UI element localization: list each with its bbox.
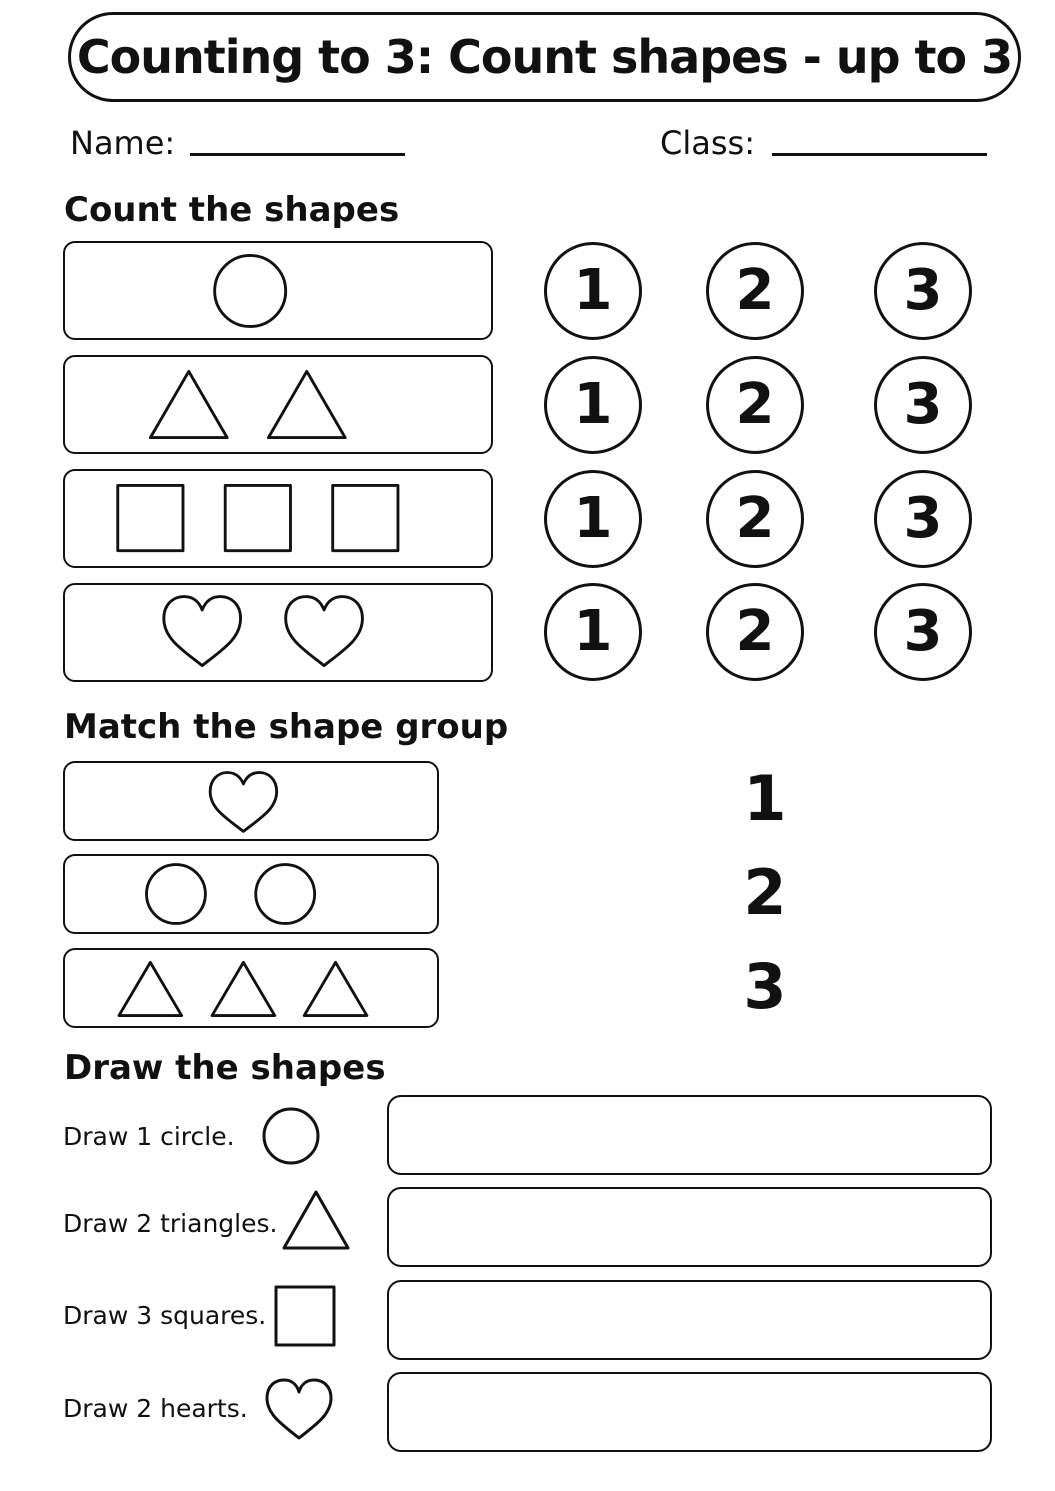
answer-choice-row3-2[interactable]: 2 xyxy=(706,470,804,568)
circle-icon xyxy=(260,1105,322,1167)
count-row-shapes xyxy=(65,585,491,680)
count-row-hearts xyxy=(63,583,493,682)
draw-instruction-2: Draw 2 triangles. xyxy=(63,1209,278,1238)
section-heading-match: Match the shape group xyxy=(64,707,509,747)
section-heading-count: Count the shapes xyxy=(64,190,400,230)
draw-area-triangles[interactable] xyxy=(387,1187,992,1267)
answer-choice-row2-2[interactable]: 2 xyxy=(706,356,804,454)
match-number-3[interactable]: 3 xyxy=(743,950,787,1023)
circle-icon xyxy=(215,255,286,326)
heart-icon xyxy=(164,597,241,666)
draw-instruction-4: Draw 2 hearts. xyxy=(63,1394,248,1423)
match-group-shapes xyxy=(65,763,437,839)
match-group-heart[interactable] xyxy=(63,761,439,841)
draw-instruction-3: Draw 3 squares. xyxy=(63,1301,267,1330)
name-label: Name: xyxy=(70,124,176,162)
section-heading-draw: Draw the shapes xyxy=(64,1048,386,1088)
answer-choice-row2-1[interactable]: 1 xyxy=(544,356,642,454)
circle-icon xyxy=(147,865,206,924)
class-line[interactable] xyxy=(772,153,987,156)
title-banner xyxy=(68,12,1021,102)
match-group-shapes xyxy=(65,856,437,932)
answer-choice-row1-3[interactable]: 3 xyxy=(874,242,972,340)
triangle-icon xyxy=(119,962,182,1015)
page-title: Counting to 3: Count shapes - up to 3 xyxy=(76,30,1013,84)
square-icon xyxy=(225,485,290,550)
square-icon xyxy=(273,1284,337,1348)
answer-choice-row4-1[interactable]: 1 xyxy=(544,583,642,681)
heart-icon xyxy=(263,1376,335,1442)
answer-choice-row3-3[interactable]: 3 xyxy=(874,470,972,568)
square-icon xyxy=(333,485,398,550)
count-row-circle xyxy=(63,241,493,340)
count-row-triangles xyxy=(63,355,493,454)
triangle-icon xyxy=(280,1188,352,1252)
heart-icon xyxy=(210,773,277,832)
answer-choice-row4-2[interactable]: 2 xyxy=(706,583,804,681)
draw-instruction-1: Draw 1 circle. xyxy=(63,1122,235,1151)
answer-choice-row2-3[interactable]: 3 xyxy=(874,356,972,454)
triangle-icon xyxy=(212,962,275,1015)
match-group-circles[interactable] xyxy=(63,854,439,934)
count-row-squares xyxy=(63,469,493,568)
match-group-triangles[interactable] xyxy=(63,948,439,1028)
triangle-icon xyxy=(304,962,367,1015)
draw-area-hearts[interactable] xyxy=(387,1372,992,1452)
count-row-shapes xyxy=(65,471,491,566)
count-row-shapes xyxy=(65,357,491,452)
answer-choice-row3-1[interactable]: 1 xyxy=(544,470,642,568)
match-group-shapes xyxy=(65,950,437,1026)
circle-icon xyxy=(256,865,315,924)
draw-area-squares[interactable] xyxy=(387,1280,992,1360)
triangle-icon xyxy=(268,371,345,437)
draw-area-circle[interactable] xyxy=(387,1095,992,1175)
name-line[interactable] xyxy=(190,153,405,156)
count-row-shapes xyxy=(65,243,491,338)
answer-choice-row1-1[interactable]: 1 xyxy=(544,242,642,340)
match-number-2[interactable]: 2 xyxy=(743,856,787,929)
answer-choice-row1-2[interactable]: 2 xyxy=(706,242,804,340)
triangle-icon xyxy=(150,371,227,437)
match-number-1[interactable]: 1 xyxy=(743,762,787,835)
heart-icon xyxy=(286,597,363,666)
answer-choice-row4-3[interactable]: 3 xyxy=(874,583,972,681)
class-label: Class: xyxy=(660,124,755,162)
square-icon xyxy=(118,485,183,550)
